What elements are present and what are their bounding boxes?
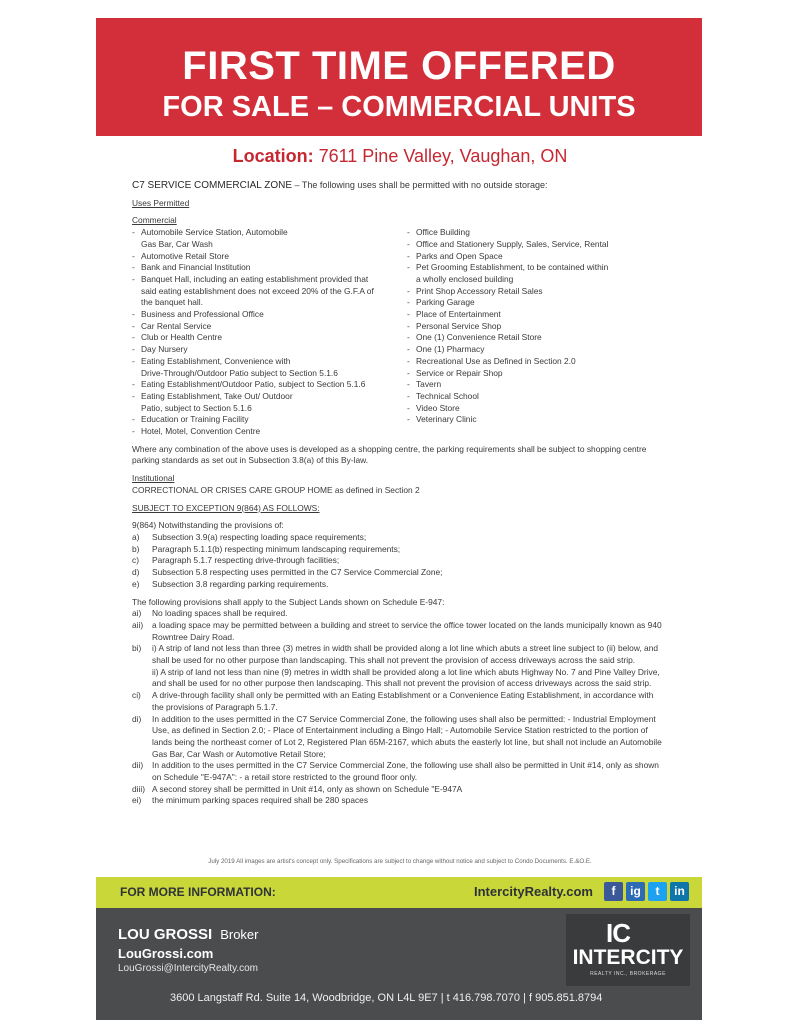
commercial-use-left-text: Business and Professional Office	[141, 309, 264, 320]
commercial-use-right-text: Service or Repair Shop	[416, 367, 503, 378]
commercial-use-right-item	[407, 239, 662, 251]
location-line	[0, 146, 800, 167]
commercial-use-right-item	[407, 262, 662, 274]
commercial-use-right-marker: -	[407, 227, 410, 238]
commercial-use-right-item	[407, 321, 662, 333]
exception-marker: d)	[132, 567, 140, 578]
agent-website-link[interactable]: LouGrossi.com	[118, 946, 214, 961]
provision-marker: ei)	[132, 795, 142, 806]
commercial-use-left-marker: -	[132, 426, 135, 437]
commercial-use-left-text: Hotel, Motel, Convention Centre	[141, 426, 261, 437]
commercial-use-right-marker: -	[407, 285, 410, 296]
commercial-use-right-text: One (1) Convenience Retail Store	[416, 332, 542, 343]
commercial-use-right-marker: -	[407, 297, 410, 308]
location-label: Location:	[232, 146, 314, 166]
zone-heading	[132, 180, 662, 192]
commercial-use-right-marker: -	[407, 332, 410, 343]
commercial-use-left-marker: -	[132, 344, 135, 355]
commercial-use-left-text: said eating establishment does not exceed 20% of the G.F.A of	[141, 285, 374, 296]
commercial-use-right-item	[407, 251, 662, 263]
commercial-use-left-item	[132, 321, 407, 333]
headline-subtitle: FOR SALE – COMMERCIAL UNITS	[162, 91, 636, 123]
commercial-use-right-text: Tavern	[416, 379, 442, 390]
provision-item	[132, 608, 662, 620]
contact-bar	[96, 877, 702, 908]
commercial-use-left-marker: -	[132, 262, 135, 273]
commercial-use-right-item	[407, 379, 662, 391]
provision-item	[132, 760, 662, 783]
commercial-use-right-item	[407, 332, 662, 344]
commercial-use-right-item	[407, 297, 662, 309]
commercial-use-right-marker	[407, 274, 416, 286]
facebook-icon[interactable]: f	[604, 882, 623, 901]
commercial-use-right-marker: -	[407, 414, 410, 425]
exception-text: Paragraph 5.1.1(b) respecting minimum landscaping requirements;	[152, 543, 401, 554]
agent-name-line	[118, 926, 258, 943]
zone-description: – The following uses shall be permitted with no outside storage:	[292, 180, 548, 190]
disclaimer-footnote: July 2019 All images are artist's concept only. Specifications are subject to change without notice and subject to Condo Documents. E.&O.E.	[208, 858, 592, 865]
headline-title: FIRST TIME OFFERED	[182, 44, 616, 88]
provision-text: A second storey shall be permitted in Unit #14, only as shown on Schedule "E-947A	[152, 783, 463, 794]
commercial-use-left-item	[132, 391, 407, 403]
commercial-use-right-text: Place of Entertainment	[416, 309, 501, 320]
twitter-icon[interactable]: t	[648, 882, 667, 901]
provision-marker: ci)	[132, 690, 141, 701]
commercial-use-right-text: a wholly enclosed building	[416, 273, 514, 284]
provision-item	[132, 643, 662, 666]
commercial-use-left-marker	[132, 286, 141, 298]
commercial-use-right-text: Office Building	[416, 227, 470, 238]
zoning-document	[132, 180, 662, 807]
commercial-use-left-item	[132, 403, 407, 415]
provision-item	[132, 620, 662, 643]
commercial-use-left-text: Automotive Retail Store	[141, 250, 229, 261]
commercial-use-left-text: Automobile Service Station, Automobile	[141, 227, 288, 238]
exception-text: Paragraph 5.1.7 respecting drive-through facilities;	[152, 555, 340, 566]
headline-banner	[96, 18, 702, 136]
exception-marker: a)	[132, 531, 140, 542]
commercial-use-right-text: Personal Service Shop	[416, 320, 502, 331]
commercial-use-right-marker: -	[407, 402, 410, 413]
location-value: 7611 Pine Valley, Vaughan, ON	[318, 146, 568, 166]
commercial-use-left-text: Club or Health Centre	[141, 332, 222, 343]
exception-item	[132, 544, 662, 556]
commercial-heading: Commercial	[132, 215, 177, 226]
commercial-use-right-text: Video Store	[416, 402, 460, 413]
commercial-use-left-text: Patio, subject to Section 5.1.6	[141, 402, 252, 413]
provision-marker: dii)	[132, 760, 144, 771]
commercial-use-right-item	[407, 274, 662, 286]
commercial-use-right-marker: -	[407, 367, 410, 378]
commercial-use-left-item	[132, 251, 407, 263]
commercial-use-right-item	[407, 368, 662, 380]
provision-text: ii) A strip of land not less than nine (9) metres in width shall be provided along a lot line which abuts Highway No. 7 and Pine Valley Drive, and shall be used for no other purpose then landscaping. This shall not prevent the provision of access driveways across the said strip.	[152, 666, 660, 689]
exception-text: Subsection 3.8 regarding parking requirements.	[152, 578, 329, 589]
commercial-use-right-marker: -	[407, 320, 410, 331]
parking-paragraph: Where any combination of the above uses is developed as a shopping centre, the parking requirements shall be subject to shopping centre parking standards as set out in Subsection 3.8(a) of this By-law.	[132, 443, 647, 466]
logo-wordmark: INTERCITY	[572, 946, 684, 969]
commercial-use-left-item	[132, 332, 407, 344]
provision-text: No loading spaces shall be required.	[152, 608, 288, 619]
exception-text: Subsection 3.9(a) respecting loading space requirements;	[152, 531, 367, 542]
commercial-use-right-item	[407, 309, 662, 321]
provision-text: a loading space may be permitted between a building and street to service the office tower located on the lands municipally known as 940 Rowntree Dairy Road.	[152, 619, 662, 642]
commercial-use-left-marker	[132, 403, 141, 415]
commercial-use-left-item	[132, 426, 407, 438]
commercial-use-right-marker: -	[407, 250, 410, 261]
agent-footer	[96, 908, 702, 1020]
exception-heading: SUBJECT TO EXCEPTION 9(864) AS FOLLOWS:	[132, 502, 320, 513]
commercial-uses-right	[407, 227, 662, 438]
commercial-use-left-item	[132, 286, 407, 298]
agent-role: Broker	[220, 927, 259, 942]
provision-text: In addition to the uses permitted in the C7 Service Commercial Zone, the following use shall also be permitted in Unit #14, only as shown on Schedule "E-947A": - a retail store restricted to the ground floor only.	[152, 760, 659, 783]
commercial-use-left-text: Bank and Financial Institution	[141, 262, 251, 273]
agent-name: LOU GROSSI	[118, 926, 213, 943]
commercial-use-left-text: Drive-Through/Outdoor Patio subject to Section 5.1.6	[141, 367, 338, 378]
commercial-use-right-marker: -	[407, 238, 410, 249]
commercial-use-left-text: Eating Establishment/Outdoor Patio, subject to Section 5.1.6	[141, 379, 366, 390]
commercial-use-right-item	[407, 227, 662, 239]
commercial-uses-left	[132, 227, 407, 438]
provision-marker: aii)	[132, 619, 144, 630]
exception-item	[132, 567, 662, 579]
commercial-use-right-text: One (1) Pharmacy	[416, 344, 485, 355]
commercial-use-right-marker: -	[407, 262, 410, 273]
website-link[interactable]: IntercityRealty.com	[474, 884, 593, 899]
provision-text: A drive-through facility shall only be permitted with an Eating Establishment or a Convenience Eating Establishment, in accordance with the provisions of Paragraph 5.1.7.	[152, 690, 654, 712]
office-address: 3600 Langstaff Rd. Suite 14, Woodbridge, ON L4L 9E7 | t 416.798.7070 | f 905.851.8794	[170, 992, 603, 1004]
institutional-text: CORRECTIONAL OR CRISES CARE GROUP HOME as defined in Section 2	[132, 484, 420, 495]
exception-list	[132, 532, 662, 591]
provision-text: the minimum parking spaces required shall be 280 spaces	[152, 795, 369, 806]
exception-item	[132, 532, 662, 544]
commercial-use-left-item	[132, 379, 407, 391]
commercial-use-left-text: Eating Establishment, Take Out/ Outdoor	[141, 390, 293, 401]
commercial-use-right-text: Parks and Open Space	[416, 250, 503, 261]
exception-marker: b)	[132, 543, 140, 554]
commercial-use-right-marker: -	[407, 390, 410, 401]
logo-tagline: REALTY INC., BROKERAGE	[590, 971, 666, 977]
commercial-use-left-marker: -	[132, 332, 135, 343]
commercial-use-right-item	[407, 344, 662, 356]
commercial-use-left-marker	[132, 239, 141, 251]
commercial-use-right-marker: -	[407, 344, 410, 355]
commercial-use-left-marker: -	[132, 273, 135, 284]
provision-item	[132, 667, 662, 690]
commercial-use-left-item	[132, 368, 407, 380]
provision-text: In addition to the uses permitted in the C7 Service Commercial Zone, the following uses shall also be permitted: - Industrial Employment Use, as defined in Section 2.0; - Place of Entertainment including a Bingo Hall; - Automobile Service Station restricted to the portion of lands being the northeast corner of Lot 2, Registered Plan 65M-2167, which abuts the easterly lot line, but shall not include an Automobile Gas Bar, Car Wash or Automotive Retail Store;	[152, 713, 662, 759]
commercial-use-right-text: Veterinary Clinic	[416, 414, 477, 425]
commercial-use-left-text: Day Nursery	[141, 344, 188, 355]
provision-item	[132, 714, 662, 761]
commercial-use-left-item	[132, 262, 407, 274]
commercial-use-right-marker: -	[407, 379, 410, 390]
commercial-use-left-marker: -	[132, 379, 135, 390]
commercial-use-left-marker: -	[132, 355, 135, 366]
provision-text: i) A strip of land not less than three (3) metres in width shall be provided along a lot line which abuts a street line subject to (ii) below, and shall be used for no other purpose than landscaping. This shall not prevent the provision of access driveways across the said strip.	[152, 643, 659, 666]
commercial-use-left-marker: -	[132, 320, 135, 331]
intercity-logo	[566, 914, 690, 986]
commercial-use-right-item	[407, 391, 662, 403]
commercial-use-right-text: Print Shop Accessory Retail Sales	[416, 285, 543, 296]
institutional-heading: Institutional	[132, 473, 175, 484]
commercial-use-left-item	[132, 297, 407, 309]
commercial-use-left-text: Gas Bar, Car Wash	[141, 238, 213, 249]
provision-marker: ai)	[132, 608, 142, 619]
commercial-use-left-item	[132, 356, 407, 368]
commercial-use-left-marker: -	[132, 414, 135, 425]
provision-marker: diii)	[132, 783, 146, 794]
provisions-intro: The following provisions shall apply to the Subject Lands shown on Schedule E-947:	[132, 596, 445, 607]
commercial-use-left-marker: -	[132, 390, 135, 401]
commercial-use-right-text: Office and Stationery Supply, Sales, Service, Rental	[416, 238, 609, 249]
provision-item	[132, 795, 662, 807]
commercial-use-left-item	[132, 414, 407, 426]
commercial-use-left-text: Eating Establishment, Convenience with	[141, 355, 291, 366]
uses-permitted-heading: Uses Permitted	[132, 197, 190, 208]
exception-text: Subsection 5.8 respecting uses permitted in the C7 Service Commercial Zone;	[152, 567, 443, 578]
exception-marker: e)	[132, 578, 140, 589]
provision-item	[132, 784, 662, 796]
commercial-use-left-item	[132, 239, 407, 251]
commercial-use-right-item	[407, 403, 662, 415]
commercial-use-left-item	[132, 227, 407, 239]
more-info-label: FOR MORE INFORMATION:	[120, 885, 276, 899]
commercial-use-left-marker	[132, 368, 141, 380]
instagram-icon[interactable]: ig	[626, 882, 645, 901]
exception-item	[132, 579, 662, 591]
provision-item	[132, 690, 662, 713]
provision-marker: bi)	[132, 643, 142, 654]
commercial-use-right-marker: -	[407, 355, 410, 366]
commercial-use-right-text: Parking Garage	[416, 297, 475, 308]
commercial-use-left-text: the banquet hall.	[141, 297, 203, 308]
provision-marker: di)	[132, 713, 142, 724]
commercial-use-right-marker: -	[407, 309, 410, 320]
linkedin-icon[interactable]: in	[670, 882, 689, 901]
commercial-use-right-item	[407, 286, 662, 298]
zone-title: C7 SERVICE COMMERCIAL ZONE	[132, 180, 293, 191]
commercial-use-right-text: Technical School	[416, 390, 479, 401]
commercial-use-left-text: Car Rental Service	[141, 320, 212, 331]
exception-item	[132, 555, 662, 567]
logo-mark: IC	[606, 918, 630, 948]
provisions-list	[132, 608, 662, 807]
provision-marker	[132, 667, 152, 690]
commercial-use-right-text: Recreational Use as Defined in Section 2.0	[416, 355, 576, 366]
commercial-uses-columns	[132, 227, 662, 438]
commercial-use-left-item	[132, 309, 407, 321]
commercial-use-left-item	[132, 344, 407, 356]
commercial-use-right-item	[407, 356, 662, 368]
exception-marker: c)	[132, 555, 139, 566]
commercial-use-left-marker: -	[132, 250, 135, 261]
commercial-use-right-text: Pet Grooming Establishment, to be contained within	[416, 262, 609, 273]
agent-email-link[interactable]: LouGrossi@IntercityRealty.com	[118, 963, 259, 974]
commercial-use-left-text: Education or Training Facility	[141, 414, 249, 425]
commercial-use-right-item	[407, 414, 662, 426]
commercial-use-left-marker: -	[132, 227, 135, 238]
commercial-use-left-text: Banquet Hall, including an eating establishment provided that	[141, 273, 369, 284]
commercial-use-left-marker: -	[132, 309, 135, 320]
commercial-use-left-marker	[132, 297, 141, 309]
commercial-use-left-item	[132, 274, 407, 286]
exception-intro: 9(864) Notwithstanding the provisions of:	[132, 520, 284, 531]
